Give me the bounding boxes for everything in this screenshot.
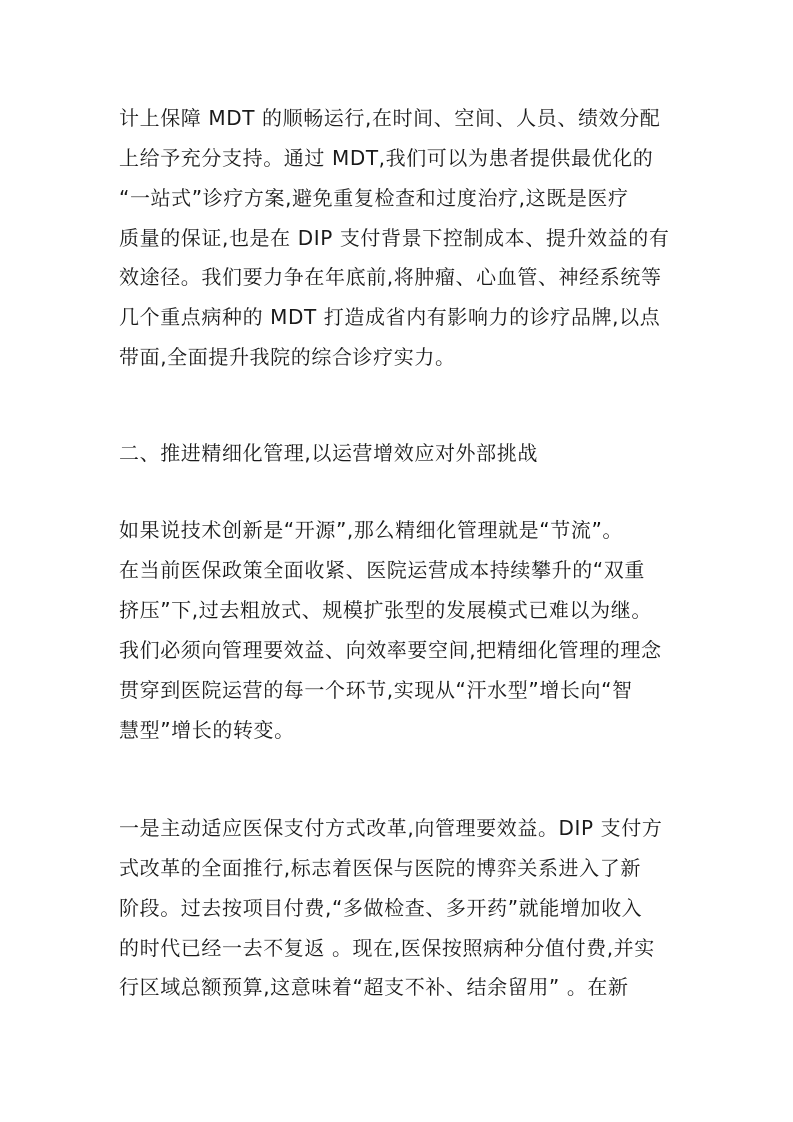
paragraph-3-line: 的时代已经一去不复返 。现在,医保按照病种分值付费,并实 bbox=[119, 936, 655, 960]
paragraph-1-line: 上给予充分支持。通过 MDT,我们可以为患者提供最优化的 bbox=[119, 146, 654, 170]
paragraph-1-line: 计上保障 MDT 的顺畅运行,在时间、空间、人员、绩效分配 bbox=[119, 106, 661, 130]
paragraph-1-line: 质量的保证,也是在 DIP 支付背景下控制成本、提升效益的有 bbox=[119, 226, 670, 250]
paragraph-2-line: 在当前医保政策全面收紧、医院运营成本持续攀升的“双重 bbox=[119, 558, 645, 582]
paragraph-1-line: “一站式”诊疗方案,避免重复检查和过度治疗,这既是医疗 bbox=[119, 186, 629, 210]
paragraph-1-line: 几个重点病种的 MDT 打造成省内有影响力的诊疗品牌,以点 bbox=[119, 305, 661, 329]
section-heading: 二、推进精细化管理,以运营增效应对外部挑战 bbox=[119, 441, 538, 465]
paragraph-2-line: 我们必须向管理要效益、向效率要空间,把精细化管理的理念 bbox=[119, 638, 662, 662]
paragraph-2-line: 贯穿到医院运营的每一个环节,实现从“汗水型”增长向“智 bbox=[119, 678, 633, 702]
paragraph-2-line: 慧型”增长的转变。 bbox=[119, 718, 295, 742]
paragraph-2-line: 如果说技术创新是“开源”,那么精细化管理就是“节流”。 bbox=[119, 518, 624, 542]
paragraph-3-line: 行区域总额预算,这意味着“超支不补、结余留用” 。在新 bbox=[119, 975, 629, 999]
paragraph-1-line: 带面,全面提升我院的综合诊疗实力。 bbox=[119, 345, 456, 369]
paragraph-1-line: 效途径。我们要力争在年底前,将肿瘤、心血管、神经系统等 bbox=[119, 265, 662, 289]
paragraph-2-line: 挤压”下,过去粗放式、规模扩张型的发展模式已难以为继。 bbox=[119, 598, 652, 622]
paragraph-3-line: 一是主动适应医保支付方式改革,向管理要效益。DIP 支付方 bbox=[119, 816, 663, 840]
paragraph-3-line: 式改革的全面推行,标志着医保与医院的博弈关系进入了新 bbox=[119, 856, 641, 880]
paragraph-3-line: 阶段。过去按项目付费,“多做检查、多开药”就能增加收入 bbox=[119, 896, 643, 920]
